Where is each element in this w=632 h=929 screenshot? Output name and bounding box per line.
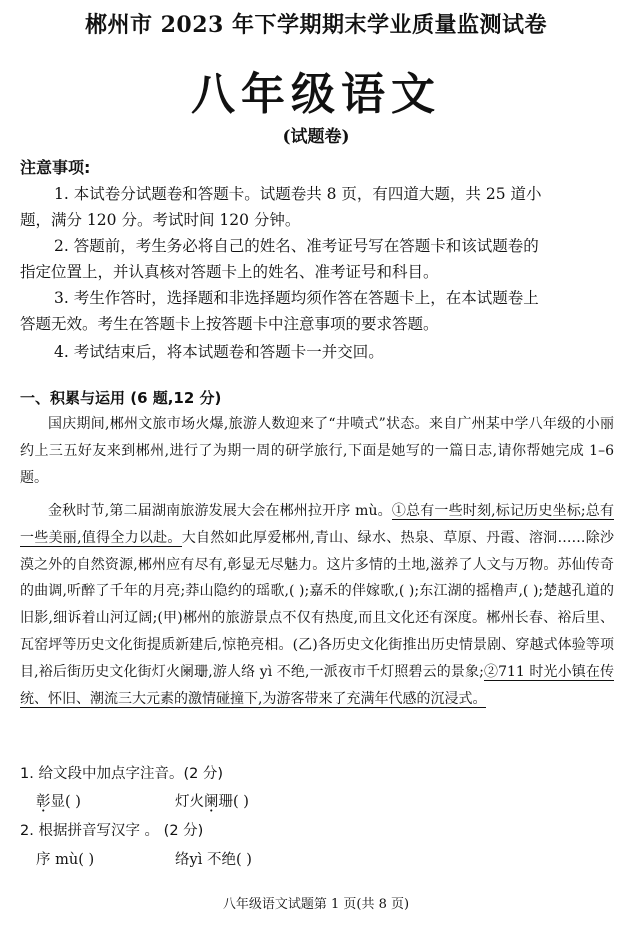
section-intro: 国庆期间,郴州文旅市场火爆,旅游人数迎来了“井喷式”状态。来自广州某中学八年级的小丽约上三五好友来到郴州,进行了为期一周的研学旅行,下面是她写的一篇日志,请你帮她完成 1–6 题。 bbox=[20, 416, 614, 486]
exam-title: 郴州市 2023 年下学期期末学业质量监测试卷 bbox=[84, 12, 548, 38]
notice-line-5 bbox=[20, 285, 614, 311]
passage-text: 珊,游人络 yì 不绝,一派夜市千灯照碧云的景象; bbox=[194, 663, 484, 680]
question-2: 2. 根据拼音写汉字 。 (2 分) bbox=[20, 823, 204, 839]
notice-line-2: 题，满分 120 分。考试时间 120 分钟。 bbox=[20, 211, 301, 229]
q1-answer-b bbox=[175, 790, 249, 811]
passage-text: 大自然如此厚爱郴州,青山、绿水、热泉、草原、丹霞、溶洞……除沙漠之外的自然资源,郴州应有尽有, bbox=[20, 529, 614, 573]
reading-passage bbox=[20, 498, 614, 712]
section-heading: 一、积累与运用 (6 题,12 分) bbox=[20, 389, 222, 407]
dotted-char: 彰 bbox=[36, 794, 51, 810]
passage-text: 显无尽魅力。这片多情的土地,滋养了人文与万物。苏仙传奇的曲调,听醉了千年的月亮;莽山隐约的瑶歌,( );嘉禾的伴嫁歌,( );东江湖的摇橹声,( );楚越孔道的旧影,细诉着山河辽阔;(甲)郴州的旅游景点不仅有热度,而且文化还有深度。郴州长春、裕后里、瓦窑坪等历史文化街提质新建后,惊艳亮相。(乙)各历史文化街推出历史情景剧、穿越式体验等项目,裕后街历史文化街灯火 bbox=[20, 556, 614, 680]
dotted-char: 阑 bbox=[204, 794, 219, 810]
notice-line-7 bbox=[20, 339, 614, 365]
notice-line-1 bbox=[20, 181, 614, 207]
subject-title: 八年级语文 bbox=[191, 69, 441, 120]
answer-text: 灯火 bbox=[175, 794, 204, 810]
notice-text: 3. 考生作答时，选择题和非选择题均须作答在答题卡上，在本试题卷上 bbox=[54, 289, 539, 307]
notice-line-6: 答题无效。考生在答题卡上按答题卡中注意事项的要求答题。 bbox=[20, 315, 439, 333]
answer-blank: 显( ) bbox=[50, 794, 81, 810]
q2-answer-a: 序 mù( ) bbox=[36, 852, 95, 868]
q1-answer-a bbox=[36, 790, 81, 811]
q2-answer-b: 络yì 不绝( ) bbox=[175, 852, 252, 868]
question-1: 1. 给文段中加点字注音。(2 分) bbox=[20, 766, 224, 782]
notice-heading: 注意事项: bbox=[20, 158, 91, 177]
notice-line-4: 指定位置上，并认真核对答题卡上的姓名、准考证号和科目。 bbox=[20, 263, 439, 281]
dotted-char: 阑 bbox=[179, 663, 195, 680]
page-footer: 八年级语文试题第 1 页(共 8 页) bbox=[222, 897, 410, 912]
notice-text: 4. 考试结束后，将本试题卷和答题卡一并交回。 bbox=[54, 343, 384, 361]
notice-line-3 bbox=[20, 233, 614, 259]
dotted-char: 彰 bbox=[227, 556, 242, 573]
answer-blank: 珊( ) bbox=[218, 794, 249, 810]
notice-text: 2. 答题前，考生务必将自己的姓名、准考证号写在答题卡和该试题卷的 bbox=[54, 237, 539, 255]
underlined-sentence-2: ②711 时光小镇在传统、怀旧、潮流三大元素的激情碰撞下,为游客带来了充满年代感的沉浸式。 bbox=[20, 663, 615, 707]
underlined-sentence-1: ①总有一些时刻,标记历史坐标;总有一些美丽,值得全力以赴。 bbox=[20, 503, 614, 546]
passage-text: 金秋时节,第二届湖南旅游发展大会在郴州拉开序 mù。 bbox=[48, 503, 392, 519]
paper-subtitle: (试题卷) bbox=[282, 127, 350, 147]
notice-text: 1. 本试卷分试题卷和答题卡。试题卷共 8 页，有四道大题，共 25 道小 bbox=[54, 185, 542, 203]
